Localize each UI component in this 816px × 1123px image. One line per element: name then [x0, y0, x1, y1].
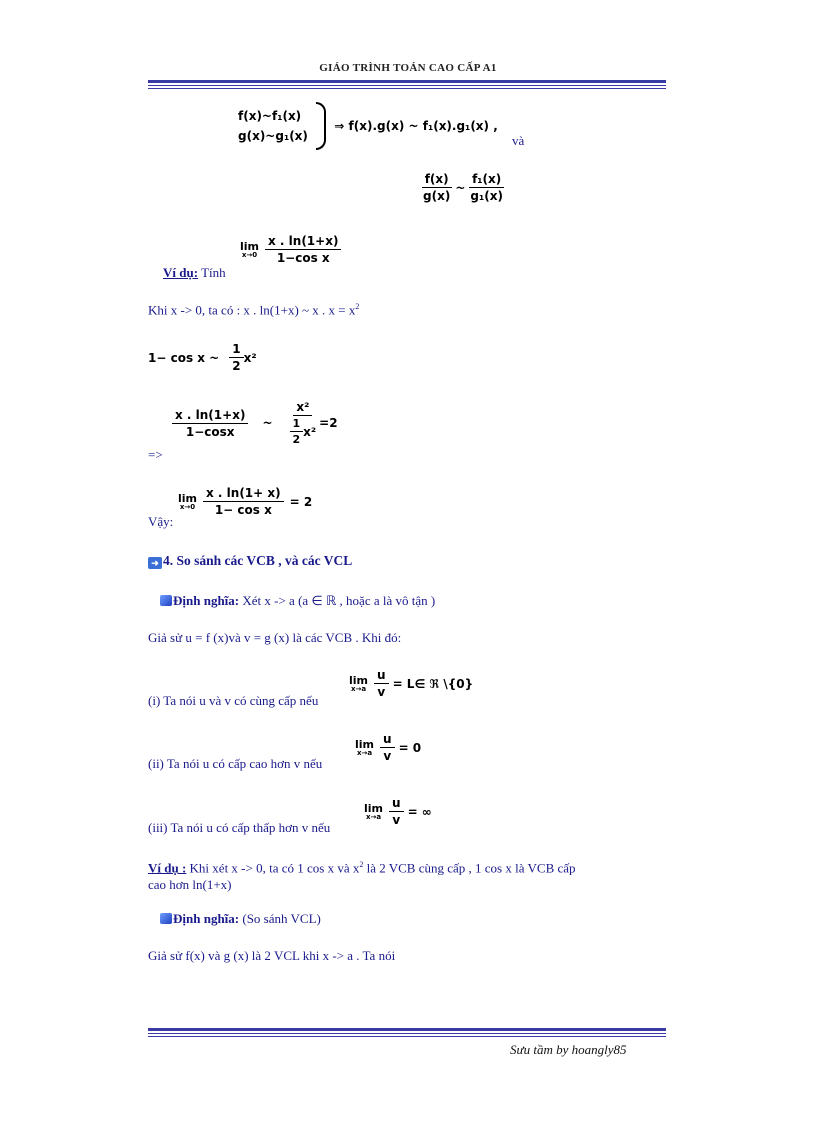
frac-right-den: g₁(x) — [470, 189, 503, 203]
conclusion-sub: x→0 — [179, 502, 196, 511]
ratio-den: 1−cosx — [185, 424, 235, 439]
equiv-fraction — [420, 172, 506, 203]
square-bullet-icon — [160, 595, 172, 606]
case-i-math — [349, 668, 473, 699]
case-ii-den: v — [383, 749, 392, 763]
lim-word: lim — [240, 239, 260, 253]
arrow-right-icon: ➜ — [148, 557, 162, 569]
equiv-implies: ⇒ f(x).g(x) ~ f₁(x).g₁(x) , — [334, 119, 498, 133]
cos-equiv-left: 1− cos x ~ — [148, 350, 220, 365]
cos-x2: x² — [243, 350, 257, 365]
example1-line — [163, 265, 226, 281]
ratio-tilde: ~ — [262, 416, 273, 430]
case-i-rhs: = L∈ ℜ \{0} — [392, 676, 474, 691]
ratio-num2: x² — [293, 400, 312, 416]
case-i-den: v — [377, 685, 386, 699]
case-i-text: (i) Ta nói u và v có cùng cấp nếu — [148, 693, 319, 708]
def2 — [160, 911, 321, 927]
brace-icon — [316, 102, 326, 150]
ratio-eq: =2 — [319, 416, 338, 430]
case-i-lim: lim — [349, 673, 369, 687]
cos-half-num: 1 — [229, 342, 243, 358]
ratio-half-den: 2 — [292, 433, 301, 446]
example1-text: Tính — [201, 265, 226, 280]
page-header: GIÁO TRÌNH TOÁN CAO CẤP A1 — [319, 62, 497, 74]
case-iii-rhs: = ∞ — [407, 804, 432, 819]
case-iii-den: v — [392, 813, 401, 827]
def2-label: Định nghĩa: — [173, 911, 240, 926]
case-iii-math — [364, 796, 432, 827]
ratio-den-x: x² — [303, 424, 317, 439]
assume2: Giả sử f(x) và g (x) là 2 VCL khi x -> a . Ta nói — [148, 948, 396, 963]
square-bullet-icon — [160, 913, 172, 924]
equiv-row-2: g(x)~g₁(x) — [238, 129, 308, 143]
case-iii-sub: x→a — [365, 812, 382, 821]
frac-left-den: g(x) — [423, 189, 451, 203]
assume: Giả sử u = f (x)và v = g (x) là các VCB . Khi đó: — [148, 630, 402, 645]
cos-equiv — [148, 342, 257, 373]
example1-limit — [240, 234, 341, 265]
header-rule — [148, 80, 666, 89]
case-ii-num: u — [380, 732, 395, 748]
case-iii-lim: lim — [364, 801, 384, 815]
def1-label: Định nghĩa: — [173, 593, 240, 608]
equiv-system — [238, 102, 498, 150]
case-iii-num: u — [389, 796, 404, 812]
line-khi-sup: 2 — [355, 302, 360, 311]
case-i-num: u — [374, 668, 389, 684]
and-word: và — [512, 133, 525, 148]
conclusion-label: Vậy: — [148, 514, 174, 529]
example2-sup: 2 — [359, 860, 364, 869]
ratio-half-num: 1 — [290, 417, 304, 432]
example1-num: x . ln(1+x) — [265, 234, 341, 250]
example2-text1: Khi xét x -> 0, ta có 1 cos x và x — [189, 860, 360, 876]
equiv-row-1: f(x)~f₁(x) — [238, 109, 302, 123]
ratio-equiv — [172, 400, 338, 446]
section4-title: 4. So sánh các VCB , và các VCL — [163, 553, 353, 568]
example1-den: 1−cos x — [276, 251, 330, 265]
line-khi-text: Khi x -> 0, ta có : x . ln(1+x) ~ x . x = x — [148, 302, 356, 318]
case-ii-math — [355, 732, 421, 763]
case-iii-text: (iii) Ta nói u có cấp thấp hơn v nếu — [148, 820, 331, 835]
lim-sub: x→0 — [241, 250, 258, 259]
example1-label: Ví dụ: — [163, 265, 199, 280]
case-ii-text: (ii) Ta nói u có cấp cao hơn v nếu — [148, 756, 323, 771]
def1-text: Xét x -> a (a ∈ ℝ , hoặc a là vô tận ) — [242, 593, 436, 608]
example2-label: Ví dụ : — [148, 860, 187, 876]
frac-left-num: f(x) — [422, 172, 452, 188]
frac-right-num: f₁(x) — [469, 172, 504, 188]
case-i-sub: x→a — [350, 684, 367, 693]
case-ii-lim: lim — [355, 737, 375, 751]
example2 — [148, 856, 668, 893]
case-ii-sub: x→a — [356, 748, 373, 757]
line-khi — [148, 302, 359, 318]
frac-tilde: ~ — [455, 180, 466, 195]
example2-text3: cao hơn ln(1+x) — [148, 877, 232, 893]
case-ii-rhs: = 0 — [398, 740, 422, 755]
example2-text2: là 2 VCB cùng cấp , 1 cos x là VCB cấp — [366, 860, 576, 876]
conclusion-num: x . ln(1+ x) — [203, 486, 284, 502]
def1 — [160, 593, 435, 609]
conclusion-limit — [178, 486, 312, 517]
conclusion-lim: lim — [178, 491, 198, 505]
ratio-num: x . ln(1+x) — [172, 408, 248, 424]
conclusion-eq: = 2 — [289, 494, 313, 509]
footer-credit: Sưu tầm by hoangly85 — [510, 1042, 627, 1057]
footer-rule — [148, 1028, 666, 1037]
cos-half-den: 2 — [232, 359, 241, 373]
section4-heading — [148, 553, 352, 569]
conclusion-den: 1− cos x — [214, 503, 272, 517]
ratio-arrow: => — [148, 447, 163, 462]
def2-text: (So sánh VCL) — [242, 911, 321, 926]
